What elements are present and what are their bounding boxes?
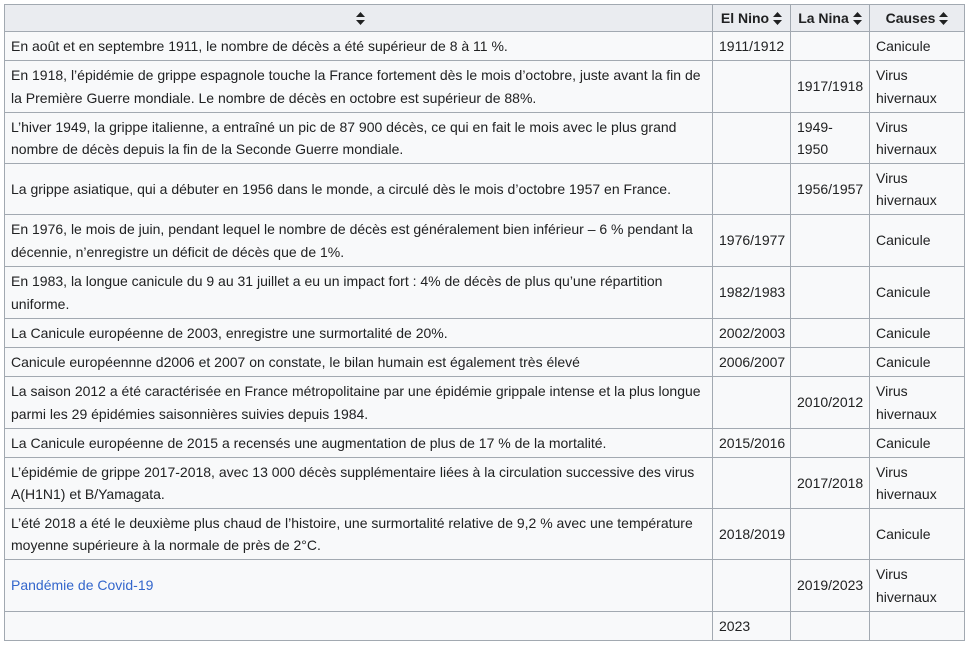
cell-description: Canicule européennne d2006 et 2007 on constate, le bilan humain est également très élevé xyxy=(5,348,713,377)
cell-cause: Virus hivernaux xyxy=(870,113,965,164)
column-header-causes[interactable] xyxy=(870,5,965,32)
cell-description: En 1918, l’épidémie de grippe espagnole touche la France fortement dès le mois d’octobre, juste avant la fin de la Première Guerre mondiale. Le nombre de décès en octobre est supérieur de 88%. xyxy=(5,61,713,113)
cell-cause xyxy=(870,612,965,641)
cell-cause: Canicule xyxy=(870,348,965,377)
cell-la-nina xyxy=(791,319,870,348)
table-row xyxy=(5,612,965,641)
cell-description: La grippe asiatique, qui a débuter en 1956 dans le monde, a circulé dès le mois d’octobre 1957 en France. xyxy=(5,164,713,215)
cell-la-nina xyxy=(791,215,870,267)
data-table xyxy=(4,4,965,641)
cell-la-nina: 2017/2018 xyxy=(791,458,870,509)
column-header-label: Causes xyxy=(885,9,936,26)
cell-cause: Canicule xyxy=(870,267,965,319)
cell-cause: Virus hivernaux xyxy=(870,164,965,215)
sort-icon[interactable] xyxy=(773,12,782,25)
cell-el-nino xyxy=(713,560,791,612)
cell-cause: Virus hivernaux xyxy=(870,458,965,509)
cell-el-nino: 1982/1983 xyxy=(713,267,791,319)
table-row xyxy=(5,348,965,377)
cell-la-nina xyxy=(791,509,870,560)
cell-cause: Canicule xyxy=(870,32,965,61)
table-row xyxy=(5,458,965,509)
cell-el-nino: 2006/2007 xyxy=(713,348,791,377)
cell-la-nina xyxy=(791,32,870,61)
cell-el-nino: 1976/1977 xyxy=(713,215,791,267)
table-row xyxy=(5,319,965,348)
cell-el-nino: 1911/1912 xyxy=(713,32,791,61)
cell-la-nina: 1917/1918 xyxy=(791,61,870,113)
cell-cause: Canicule xyxy=(870,509,965,560)
cell-el-nino xyxy=(713,458,791,509)
cell-description xyxy=(5,560,713,612)
cell-cause: Canicule xyxy=(870,429,965,458)
table-row xyxy=(5,61,965,113)
cell-description xyxy=(5,612,713,641)
table-row xyxy=(5,377,965,429)
cell-la-nina xyxy=(791,267,870,319)
cell-la-nina xyxy=(791,348,870,377)
table-row xyxy=(5,509,965,560)
cell-cause: Virus hivernaux xyxy=(870,377,965,429)
cell-cause: Canicule xyxy=(870,215,965,267)
cell-el-nino: 2002/2003 xyxy=(713,319,791,348)
cell-description: L’hiver 1949, la grippe italienne, a entraîné un pic de 87 900 décès, ce qui en fait le mois avec le plus grand nombre de décès depuis la fin de la Seconde Guerre mondiale. xyxy=(5,113,713,164)
column-header-label: La Nina xyxy=(798,9,849,26)
cell-description: La Canicule européenne de 2015 a recensés une augmentation de plus de 17 % de la mortalité. xyxy=(5,429,713,458)
cell-la-nina: 2019/2023 xyxy=(791,560,870,612)
cell-description: La Canicule européenne de 2003, enregistre une surmortalité de 20%. xyxy=(5,319,713,348)
cell-la-nina: 1956/1957 xyxy=(791,164,870,215)
table-row xyxy=(5,164,965,215)
cell-la-nina xyxy=(791,429,870,458)
cell-description: En 1983, la longue canicule du 9 au 31 juillet a eu un impact fort : 4% de décès de plus qu’une répartition uniforme. xyxy=(5,267,713,319)
column-header-description[interactable] xyxy=(5,5,713,32)
table-row xyxy=(5,32,965,61)
cell-el-nino: 2023 xyxy=(713,612,791,641)
table-row xyxy=(5,429,965,458)
column-header-el-nino[interactable] xyxy=(713,5,791,32)
cell-cause: Virus hivernaux xyxy=(870,560,965,612)
sort-icon[interactable] xyxy=(939,12,948,25)
cell-el-nino xyxy=(713,164,791,215)
cell-description: En août et en septembre 1911, le nombre de décès a été supérieur de 8 à 11 %. xyxy=(5,32,713,61)
table-header-row xyxy=(5,5,965,32)
cell-description: En 1976, le mois de juin, pendant lequel le nombre de décès est généralement bien inférieur – 6 % pendant la décennie, n’enregistre un déficit de décès que de 1%. xyxy=(5,215,713,267)
cell-description: La saison 2012 a été caractérisée en France métropolitaine par une épidémie grippale intense et la plus longue parmi les 29 épidémies saisonnières suivies depuis 1984. xyxy=(5,377,713,429)
cell-cause: Virus hivernaux xyxy=(870,61,965,113)
table-row xyxy=(5,560,965,612)
cell-el-nino: 2018/2019 xyxy=(713,509,791,560)
table-row xyxy=(5,215,965,267)
covid-pandemic-link[interactable]: Pandémie de Covid-19 xyxy=(11,577,154,594)
cell-description: L’épidémie de grippe 2017-2018, avec 13 000 décès supplémentaire liées à la circulation successive des virus A(H1N1) et B/Yamagata. xyxy=(5,458,713,509)
cell-el-nino xyxy=(713,61,791,113)
cell-la-nina: 1949-1950 xyxy=(791,113,870,164)
cell-el-nino xyxy=(713,113,791,164)
sort-icon[interactable] xyxy=(853,12,862,25)
cell-description: L’été 2018 a été le deuxième plus chaud de l’histoire, une surmortalité relative de 9,2 % avec une température moyenne supérieure à la normale de près de 2°C. xyxy=(5,509,713,560)
column-header-la-nina[interactable] xyxy=(791,5,870,32)
cell-el-nino: 2015/2016 xyxy=(713,429,791,458)
column-header-label: El Nino xyxy=(720,9,770,26)
table-row xyxy=(5,113,965,164)
table-row xyxy=(5,267,965,319)
cell-cause: Canicule xyxy=(870,319,965,348)
cell-la-nina xyxy=(791,612,870,641)
cell-la-nina: 2010/2012 xyxy=(791,377,870,429)
cell-el-nino xyxy=(713,377,791,429)
sort-icon[interactable] xyxy=(356,12,365,25)
